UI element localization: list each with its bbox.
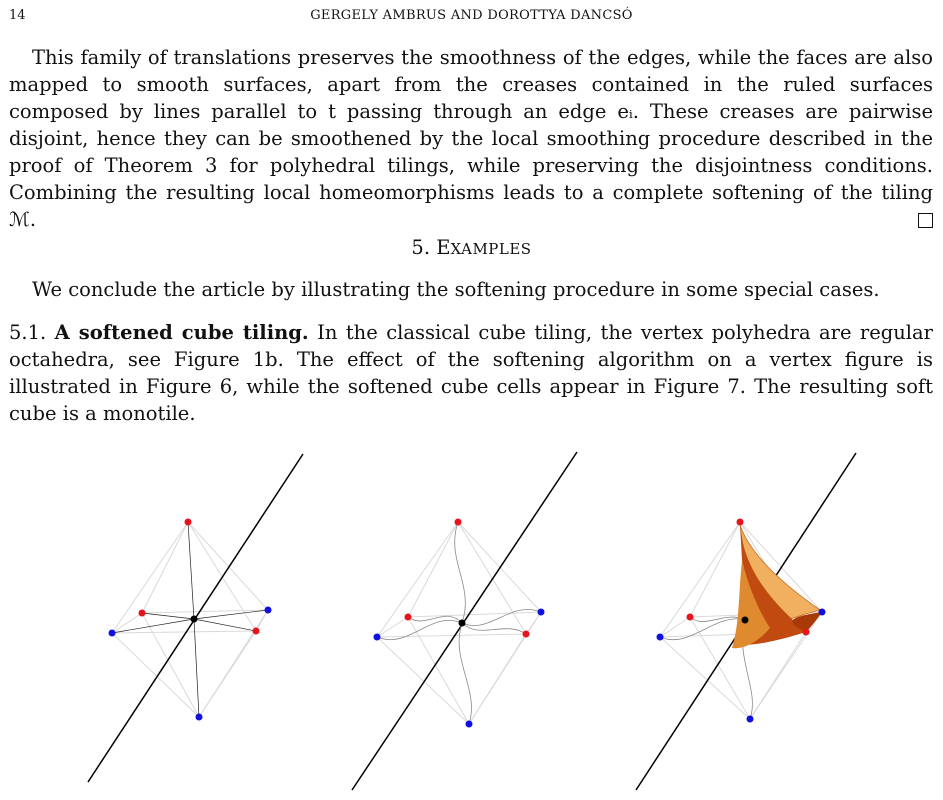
page-header <box>0 8 943 30</box>
red-vertex <box>737 519 744 526</box>
blue-vertex <box>109 630 116 637</box>
section-number: 5. <box>411 236 431 259</box>
subsection-number: 5.1. <box>9 321 47 344</box>
red-vertex <box>185 519 192 526</box>
red-vertex <box>405 614 412 621</box>
figure-octahedra <box>0 440 943 800</box>
blue-vertex <box>538 609 545 616</box>
blue-vertex <box>747 716 754 723</box>
blue-vertex <box>196 714 203 721</box>
center-vertex <box>191 616 198 623</box>
section-title-rest: XAMPLES <box>450 240 532 258</box>
panel-left <box>88 454 303 782</box>
red-vertex <box>803 629 810 636</box>
red-vertex <box>523 631 530 638</box>
center-vertex <box>459 620 466 627</box>
blue-vertex <box>265 607 272 614</box>
red-vertex <box>139 610 146 617</box>
center-vertex <box>742 617 749 624</box>
section-title-initial: E <box>436 236 451 259</box>
red-vertex <box>455 519 462 526</box>
red-vertex <box>253 628 260 635</box>
blue-vertex <box>657 634 664 641</box>
center-spokes <box>112 522 268 717</box>
panel-right <box>636 453 856 790</box>
blue-vertex <box>374 634 381 641</box>
subsection-paragraph <box>9 319 933 427</box>
red-vertex <box>687 614 694 621</box>
paragraph-proof-end <box>9 44 933 233</box>
paragraph-intro: We conclude the article by illustrating the softening procedure in some special cases. <box>32 278 880 301</box>
subsection-body: In the classical cube tiling, the vertex polyhedra are regular octahedra, see Figure 1b. The effect of the softening algorithm on a vertex figure is illustrated in Figure 6, while the softened cube cells appear in Figure 7. The resulting soft cube is a monotile. <box>9 321 933 425</box>
page-number: 14 <box>9 8 26 23</box>
section-heading <box>0 236 943 259</box>
paragraph-text: This family of translations preserves the smoothness of the edges, while the faces are also mapped to smooth surfaces, apart from the creases contained in the ruled surfaces composed by lines parallel to t passing through an edge eᵢ. These creases are pairwise disjoint, hence they can be smoothened by the local smoothing procedure described in the proof of Theorem 3 for polyhedral tilings, while preserving the disjointness conditions. Combining the resulting local homeomorphisms leads to a complete softening of the tiling ℳ. <box>9 46 933 231</box>
blue-vertex <box>466 721 473 728</box>
subsection-title: A softened cube tiling. <box>54 321 309 344</box>
qed-symbol <box>918 213 933 228</box>
panel-middle <box>352 452 577 790</box>
blue-vertex <box>819 609 826 616</box>
running-head: GERGELY AMBRUS AND DOROTTYA DANCSÓ <box>310 8 633 23</box>
